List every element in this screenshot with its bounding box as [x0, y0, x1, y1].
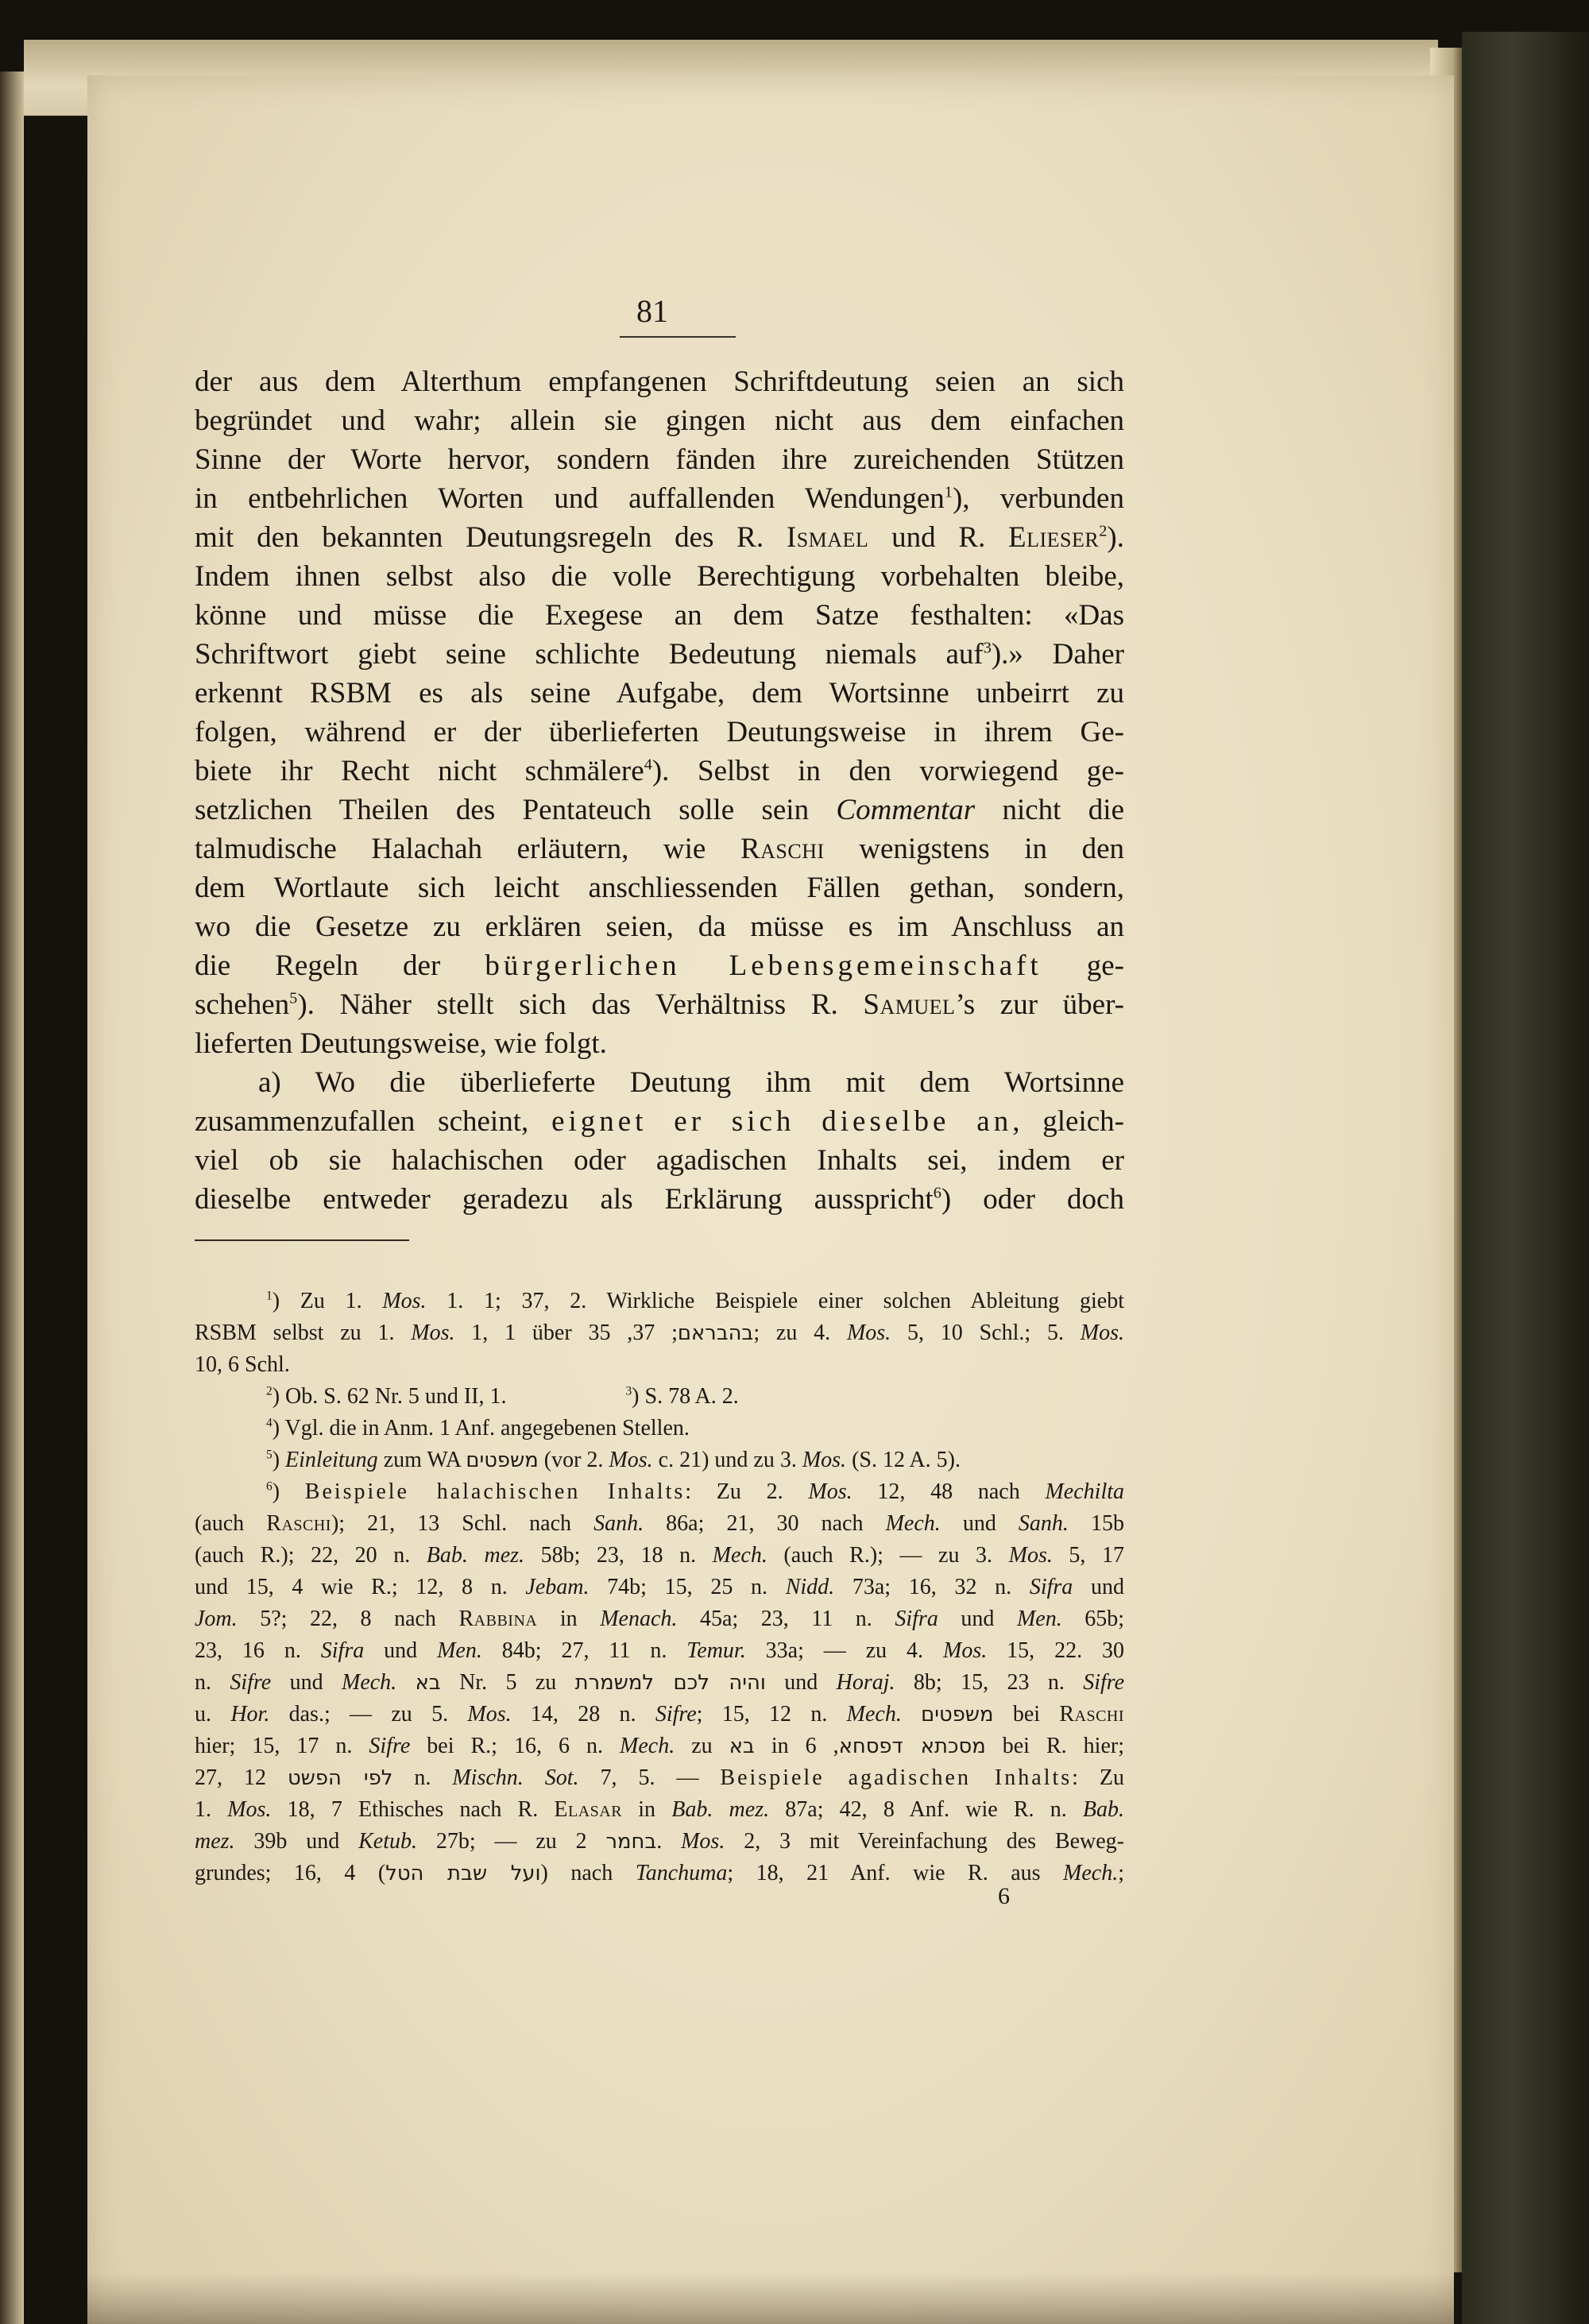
footnote-line: $^6$) Beispiele halachischen Inhalts: Zu 2. Mos. 12, 48 nach Mechilta: [266, 1479, 1125, 1504]
footnote-line: (auch Raschi); 21, 13 Schl. nach Sanh. 86a; 21, 30 nach Mech. und Sanh. 15b: [195, 1511, 1125, 1536]
name-smallcaps: Elieser: [1008, 521, 1100, 554]
hebrew-text: בחמר: [605, 1830, 657, 1854]
footnote-rule: [195, 1239, 409, 1241]
footnote-line: grundes; 16, 4 (ועל שבת הטל) nach Tanchuma; 18, 21 Anf. wie R. aus Mech.;: [195, 1861, 1124, 1885]
body-line: setzlichen Theilen des Pentateuch solle sein Commentar nicht die: [195, 794, 1124, 826]
hebrew-text: ועל שבת הטל: [385, 1862, 541, 1885]
body-line: begründet und wahr; allein sie gingen nicht aus dem einfachen: [195, 404, 1124, 437]
spaced-emphasis: bürgerlichen Lebensgemeinschaft: [485, 949, 1042, 982]
footnote-line: $^1$) Zu 1. Mos. 1. 1; 37, 2. Wirkliche Beispiele einer solchen Ableitung giebt: [266, 1289, 1124, 1313]
footnote-line: $^2$) Ob. S. 62 Nr. 5 und II, 1. $^3$) S. 78 A. 2.: [266, 1384, 739, 1409]
footnote-line: $^4$) Vgl. die in Anm. 1 Anf. angegebenen Stellen.: [266, 1416, 690, 1440]
body-line: wo die Gesetze zu erklären seien, da müsse es im Anschluss an: [195, 911, 1124, 943]
footnote-line: $^5$) Einleitung zum WA משפטים (vor 2. Mos. c. 21) und zu 3. Mos. (S. 12 A. 5).: [266, 1448, 961, 1472]
hebrew-text: בא: [415, 1671, 441, 1695]
hebrew-text: לפי הפשט: [287, 1766, 393, 1790]
hebrew-text: מסכתא דפסחא: [838, 1734, 986, 1758]
body-line: erkennt RSBM es als seine Aufgabe, dem Wortsinne unbeirrt zu: [195, 677, 1124, 710]
footnote-line: 1. Mos. 18, 7 Ethisches nach R. Elasar in Bab. mez. 87a; 42, 8 Anf. wie R. n. Bab.: [195, 1797, 1125, 1822]
hebrew-text: משפטים: [921, 1703, 994, 1727]
footnote-ref: 1: [944, 483, 953, 501]
body-line: lieferten Deutungsweise, wie folgt.: [195, 1027, 607, 1060]
body-line: die Regeln der bürgerlichen Lebensgemeinschaft ge-: [195, 949, 1124, 982]
body-line: a) Wo die überlieferte Deutung ihm mit dem Wortsinne: [258, 1066, 1124, 1099]
footnote-ref: 4: [644, 756, 652, 774]
body-line: biete ihr Recht nicht schmälere$^4$). Selbst in den vorwiegend ge-: [195, 755, 1124, 787]
left-page-edge: [0, 72, 24, 2324]
footnote-line: 27, 12 לפי הפשט n. Mischn. Sot. 7, 5. — Beispiele agadischen Inhalts: Zu: [195, 1765, 1125, 1790]
footnote-ref: 6: [933, 1184, 941, 1202]
hebrew-text: בהבראם: [677, 1321, 754, 1345]
footnote-line: Jom. 5?; 22, 8 nach Rabbina in Menach. 45a; 23, 11 n. Sifra und Men. 65b;: [195, 1607, 1125, 1631]
footnote-line: 23, 16 n. Sifra und Men. 84b; 27, 11 n. Temur. 33a; — zu 4. Mos. 15, 22. 30: [195, 1638, 1125, 1663]
italic-term: Commentar: [836, 794, 976, 826]
body-line: Indem ihnen selbst also die volle Berechtigung vorbehalten bleibe,: [195, 560, 1124, 593]
page-number: 81: [636, 293, 668, 329]
body-line: dieselbe entweder geradezu als Erklärung ausspricht$^6$) oder doch: [195, 1183, 1124, 1216]
body-line: Sinne der Worte hervor, sondern fänden ihre zureichenden Stützen: [195, 443, 1124, 476]
body-line: folgen, während er der überlieferten Deutungsweise in ihrem Ge-: [195, 716, 1124, 748]
hebrew-text: בא: [729, 1734, 755, 1758]
name-smallcaps: Samuel: [863, 988, 956, 1021]
body-line: schehen$^5$). Näher stellt sich das Verhältniss R. Samuel’s zur über-: [195, 988, 1124, 1021]
body-line: Schriftwort giebt seine schlichte Bedeutung niemals auf$^3$).» Daher: [195, 638, 1124, 671]
name-smallcaps: Raschi: [740, 833, 825, 865]
spaced-emphasis: eignet er sich dieselbe an: [551, 1105, 1013, 1138]
footnote-ref: 5: [289, 989, 298, 1007]
body-line: viel ob sie halachischen oder agadischen Inhalts sei, indem er: [195, 1144, 1124, 1177]
footnote-line: n. Sifre und Mech. בא Nr. 5 zu והיה לכם למשמרת und Horaj. 8b; 15, 23 n. Sifre: [195, 1670, 1125, 1695]
footnote-ref: 2: [1099, 522, 1108, 540]
footnote-ref: 3: [983, 639, 992, 657]
footnote-line: u. Hor. das.; — zu 5. Mos. 14, 28 n. Sifre; 15, 12 n. Mech. משפטים bei Raschi: [195, 1702, 1125, 1727]
body-line: der aus dem Alterthum empfangenen Schriftdeutung seien an sich: [195, 365, 1124, 398]
footnote-line: hier; 15, 17 n. Sifre bei R.; 16, 6 n. Mech. zu בא in מסכתא דפסחא, 6 bei R. hier;: [195, 1734, 1124, 1758]
body-line: talmudische Halachah erläutern, wie Raschi wenigstens in den: [195, 833, 1124, 865]
footnote-line: (auch R.); 22, 20 n. Bab. mez. 58b; 23, 18 n. Mech. (auch R.); — zu 3. Mos. 5, 17: [195, 1543, 1124, 1568]
book-binding: [1462, 32, 1589, 2324]
footnote-line: und 15, 4 wie R.; 12, 8 n. Jebam. 74b; 15, 25 n. Nidd. 73a; 16, 32 n. Sifra und: [195, 1575, 1125, 1599]
name-smallcaps: Ismael: [786, 521, 869, 554]
footnote-line: mez. 39b und Ketub. 27b; — zu בחמר 2. Mos. 2, 3 mit Vereinfachung des Beweg-: [195, 1829, 1124, 1854]
body-line: könne und müsse die Exegese an dem Satze festhalten: «Das: [195, 599, 1124, 632]
body-line: dem Wortlaute sich leicht anschliessenden Fällen gethan, sondern,: [195, 872, 1124, 904]
page-bottom-shade: [87, 2272, 1454, 2324]
body-line: zusammenzufallen scheint, eignet er sich dieselbe an, gleich-: [195, 1105, 1124, 1138]
hebrew-text: והיה לכם למשמרת: [574, 1671, 766, 1695]
body-line: mit den bekannten Deutungsregeln des R. Ismael und R. Elieser$^2$).: [195, 521, 1124, 554]
footnote-line: 10, 6 Schl.: [195, 1352, 290, 1377]
body-line: in entbehrlichen Worten und auffallenden Wendungen$^1$), verbunden: [195, 482, 1124, 515]
hebrew-text: משפטים: [466, 1448, 539, 1472]
page-number-rule: [620, 336, 736, 338]
footnote-line: RSBM selbst zu 1. Mos. 1, 1 über בהבראם; 37, 35; zu 4. Mos. 5, 10 Schl.; 5. Mos.: [195, 1321, 1124, 1345]
signature-mark: 6: [998, 1883, 1010, 1909]
